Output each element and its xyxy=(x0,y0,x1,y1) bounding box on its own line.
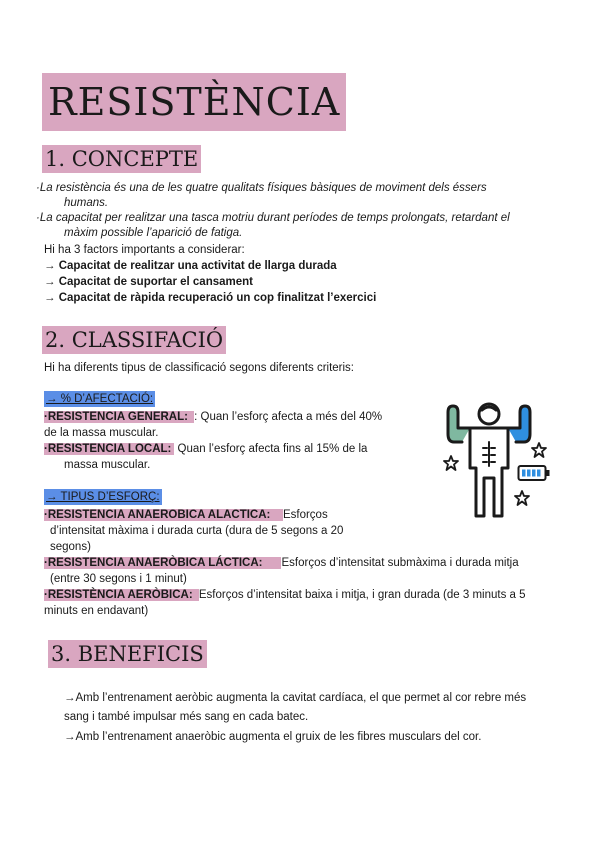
resistencia-general-tag: ·RESISTENCIA GENERAL: xyxy=(44,411,194,423)
resistencia-local-tag: ·RESISTENCIA LOCAL: xyxy=(44,443,174,455)
resistencia-local-line xyxy=(44,441,367,457)
page-title: RESISTÈNCIA xyxy=(42,73,346,131)
star-icon xyxy=(531,442,547,458)
benefit-1-line-1: →Amb l’entrenament aeròbic augmenta la cavitat cardíaca, el que permet al cor rebre més xyxy=(64,692,527,704)
esforc-label: → TIPUS D’ESFORÇ: xyxy=(46,491,160,503)
resistencia-alactica-line xyxy=(44,507,328,523)
resistencia-alactica-text: Esforços xyxy=(282,509,328,521)
resistencia-alactica-text-3: segons) xyxy=(50,541,91,553)
factors-intro: Hi ha 3 factors importants a considerar: xyxy=(44,244,245,256)
definition-2-line-2: màxim possible l’aparició de fatiga. xyxy=(64,227,243,239)
benefit-1-line-2: sang i també impulsar més sang en cada batec. xyxy=(64,711,309,723)
resistencia-aerobica-tag: ·RESISTÈNCIA AERÒBICA: xyxy=(44,589,199,601)
definition-1-line-2: humans. xyxy=(64,197,109,209)
resistencia-general-text: : Quan l’esforç afecta a més del 40% xyxy=(194,411,383,423)
resistencia-lactica-text: Esforços d’intensitat submàxima i durada mitja xyxy=(281,557,519,569)
resistencia-aerobica-text-2: minuts en endavant) xyxy=(44,605,149,617)
resistencia-alactica-text-2: d’intensitat màxima i durada curta (dura de 5 segons a 20 xyxy=(50,525,344,537)
battery-icon xyxy=(517,464,551,482)
resistencia-lactica-line xyxy=(44,555,519,571)
definition-2-line-1: ·La capacitat per realitzar una tasca motriu durant períodes de temps prolongats, retardant el xyxy=(36,212,510,224)
star-icon xyxy=(443,455,459,471)
resistencia-alactica-tag: ·RESISTENCIA ANAEROBICA ALACTICA: xyxy=(44,509,283,521)
section-heading-beneficis: 3. BENEFICIS xyxy=(48,640,207,668)
resistencia-aerobica-text: Esforços d’intensitat baixa i mitja, i gran durada (de 3 minuts a 5 xyxy=(198,589,526,601)
classification-intro: Hi ha diferents tipus de classificació segons diferents criteris: xyxy=(44,362,355,374)
section-heading-concepte: 1. CONCEPTE xyxy=(42,145,201,173)
resistencia-local-text: Quan l’esforç afecta fins al 15% de la xyxy=(174,443,368,455)
factor-item: → Capacitat de realitzar una activitat de llarga durada xyxy=(44,260,337,272)
resistencia-general-text-2: de la massa muscular. xyxy=(44,427,159,439)
resistencia-aerobica-line xyxy=(44,587,526,603)
resistencia-lactica-tag: ·RESISTENCIA ANAERÒBICA LÁCTICA: xyxy=(44,557,281,569)
resistencia-lactica-text-2: (entre 30 segons i 1 minut) xyxy=(50,573,187,585)
benefit-2: →Amb l’entrenament anaeròbic augmenta el gruix de les fibres musculars del cor. xyxy=(64,731,482,743)
resistencia-general-line xyxy=(44,409,382,425)
factor-item: → Capacitat de ràpida recuperació un cop finalitzat l’exercici xyxy=(44,292,377,304)
star-icon xyxy=(514,490,530,506)
afectacio-label: → % D’AFECTACIÓ: xyxy=(46,393,154,405)
factor-item: → Capacitat de suportar el cansament xyxy=(44,276,253,288)
resistencia-local-text-2: massa muscular. xyxy=(64,459,151,471)
definition-1-line-1: ·La resistència és una de les quatre qualitats físiques bàsiques de moviment dels éssers xyxy=(36,182,487,194)
section-heading-classificacio: 2. CLASSIFACIÓ xyxy=(42,326,226,354)
